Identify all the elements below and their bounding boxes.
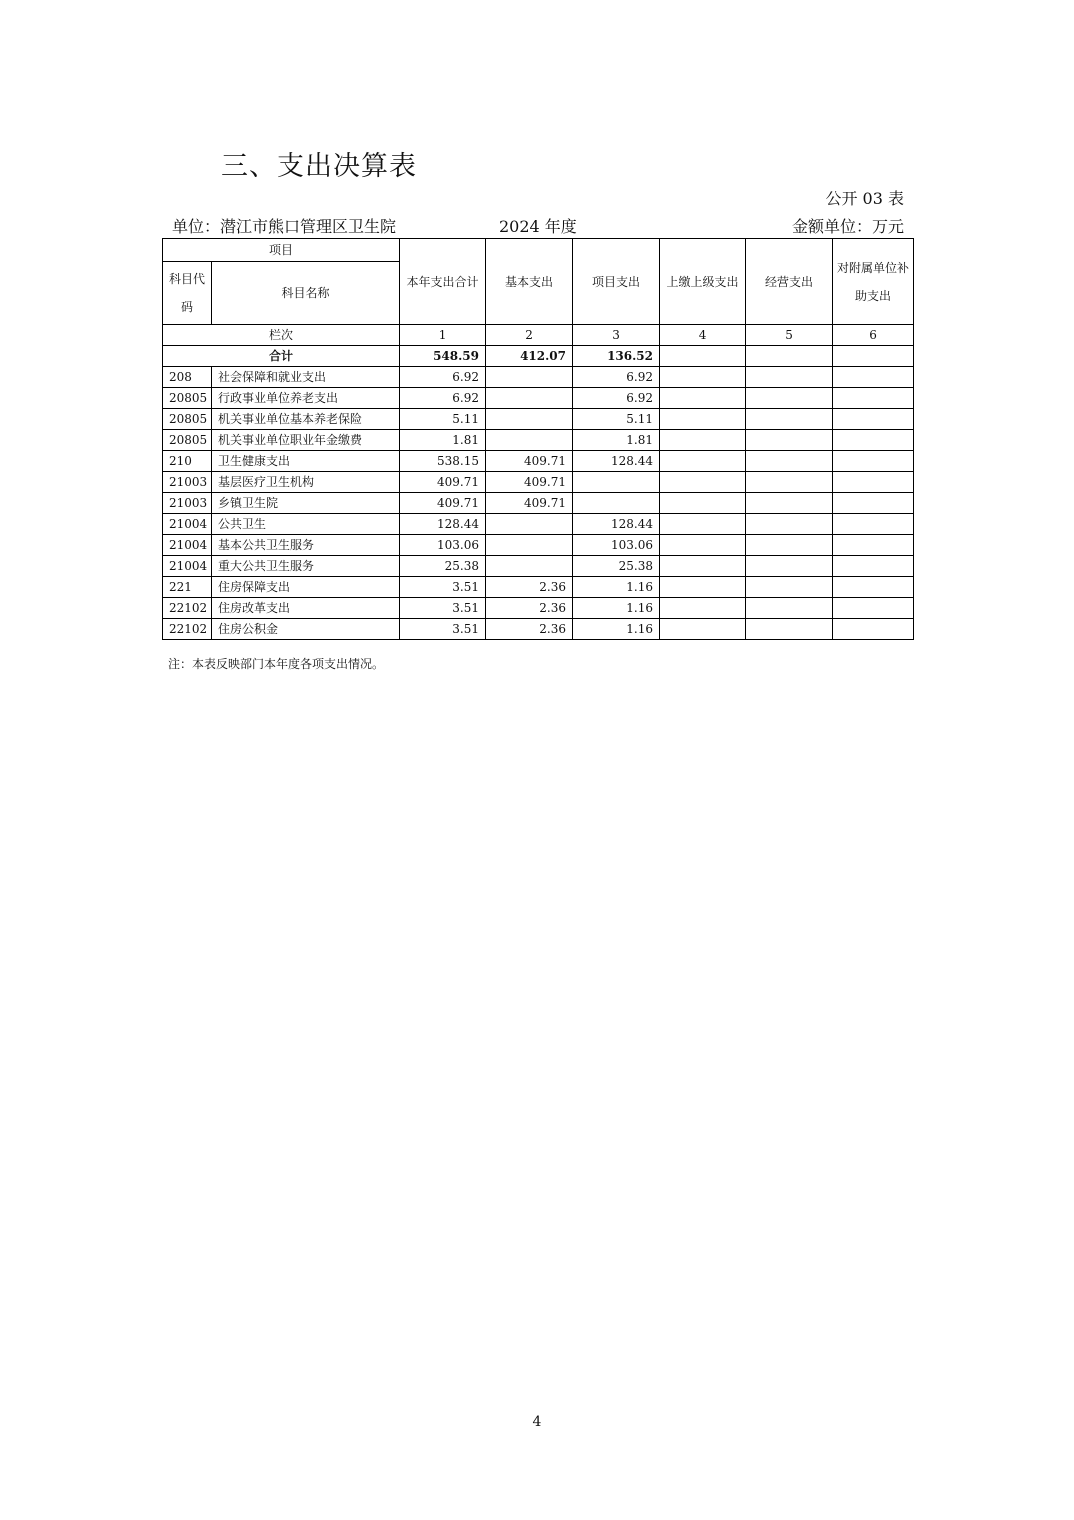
row-business bbox=[746, 367, 833, 388]
header-project: 项目 bbox=[163, 239, 400, 262]
row-name: 机关事业单位基本养老保险 bbox=[212, 409, 400, 430]
column-index-3: 3 bbox=[573, 325, 660, 346]
row-subsidy bbox=[833, 430, 914, 451]
row-total: 3.51 bbox=[400, 619, 486, 640]
year-label: 2024 年度 bbox=[499, 217, 577, 236]
row-name: 机关事业单位职业年金缴费 bbox=[212, 430, 400, 451]
row-subsidy bbox=[833, 577, 914, 598]
column-index-6: 6 bbox=[833, 325, 914, 346]
row-code: 21003 bbox=[163, 493, 212, 514]
header-subject-name: 科目名称 bbox=[212, 262, 400, 325]
row-name: 卫生健康支出 bbox=[212, 451, 400, 472]
header-total: 本年支出合计 bbox=[400, 239, 486, 325]
row-name: 社会保障和就业支出 bbox=[212, 367, 400, 388]
row-business bbox=[746, 556, 833, 577]
row-basic: 409.71 bbox=[486, 472, 573, 493]
table-row bbox=[163, 409, 914, 430]
row-total: 128.44 bbox=[400, 514, 486, 535]
row-basic: 2.36 bbox=[486, 619, 573, 640]
row-upper bbox=[660, 535, 746, 556]
row-project: 1.81 bbox=[573, 430, 660, 451]
total-subsidy bbox=[833, 346, 914, 367]
column-index-5: 5 bbox=[746, 325, 833, 346]
header-row-1 bbox=[163, 239, 914, 262]
total-upper bbox=[660, 346, 746, 367]
row-name: 重大公共卫生服务 bbox=[212, 556, 400, 577]
row-subsidy bbox=[833, 598, 914, 619]
row-name: 行政事业单位养老支出 bbox=[212, 388, 400, 409]
row-project bbox=[573, 472, 660, 493]
row-business bbox=[746, 598, 833, 619]
row-subsidy bbox=[833, 556, 914, 577]
expenditure-table bbox=[162, 238, 914, 640]
row-project: 6.92 bbox=[573, 388, 660, 409]
header-subsidy: 对附属单位补助支出 bbox=[833, 239, 914, 325]
total-label: 合计 bbox=[163, 346, 400, 367]
row-basic bbox=[486, 388, 573, 409]
total-row bbox=[163, 346, 914, 367]
total-value: 548.59 bbox=[400, 346, 486, 367]
row-upper bbox=[660, 493, 746, 514]
row-upper bbox=[660, 430, 746, 451]
row-business bbox=[746, 430, 833, 451]
row-total: 25.38 bbox=[400, 556, 486, 577]
row-basic: 409.71 bbox=[486, 451, 573, 472]
row-code: 221 bbox=[163, 577, 212, 598]
row-name: 住房改革支出 bbox=[212, 598, 400, 619]
row-basic bbox=[486, 535, 573, 556]
row-business bbox=[746, 451, 833, 472]
table-row bbox=[163, 619, 914, 640]
row-total: 3.51 bbox=[400, 577, 486, 598]
row-upper bbox=[660, 577, 746, 598]
row-total: 409.71 bbox=[400, 493, 486, 514]
table-row bbox=[163, 472, 914, 493]
row-upper bbox=[660, 367, 746, 388]
money-unit: 金额单位：万元 bbox=[791, 217, 904, 236]
row-basic bbox=[486, 430, 573, 451]
row-name: 基本公共卫生服务 bbox=[212, 535, 400, 556]
total-basic: 412.07 bbox=[486, 346, 573, 367]
row-upper bbox=[660, 514, 746, 535]
row-project: 128.44 bbox=[573, 514, 660, 535]
header-business: 经营支出 bbox=[746, 239, 833, 325]
row-project: 103.06 bbox=[573, 535, 660, 556]
row-business bbox=[746, 409, 833, 430]
unit-label: 单位：潜江市熊口管理区卫生院 bbox=[172, 217, 397, 236]
row-code: 21004 bbox=[163, 535, 212, 556]
row-subsidy bbox=[833, 388, 914, 409]
row-basic bbox=[486, 556, 573, 577]
row-business bbox=[746, 472, 833, 493]
table-row bbox=[163, 556, 914, 577]
total-project: 136.52 bbox=[573, 346, 660, 367]
total-business bbox=[746, 346, 833, 367]
column-index-4: 4 bbox=[660, 325, 746, 346]
column-index-2: 2 bbox=[486, 325, 573, 346]
row-business bbox=[746, 619, 833, 640]
row-total: 103.06 bbox=[400, 535, 486, 556]
row-total: 6.92 bbox=[400, 367, 486, 388]
table-row bbox=[163, 535, 914, 556]
row-basic bbox=[486, 367, 573, 388]
row-subsidy bbox=[833, 493, 914, 514]
row-code: 22102 bbox=[163, 619, 212, 640]
row-upper bbox=[660, 598, 746, 619]
row-code: 21004 bbox=[163, 514, 212, 535]
row-upper bbox=[660, 451, 746, 472]
row-business bbox=[746, 535, 833, 556]
table-row bbox=[163, 451, 914, 472]
row-total: 5.11 bbox=[400, 409, 486, 430]
row-name: 基层医疗卫生机构 bbox=[212, 472, 400, 493]
table-row bbox=[163, 493, 914, 514]
row-total: 538.15 bbox=[400, 451, 486, 472]
row-project: 5.11 bbox=[573, 409, 660, 430]
row-subsidy bbox=[833, 472, 914, 493]
row-business bbox=[746, 493, 833, 514]
row-subsidy bbox=[833, 619, 914, 640]
row-subsidy bbox=[833, 409, 914, 430]
table-row bbox=[163, 514, 914, 535]
row-upper bbox=[660, 619, 746, 640]
table-row bbox=[163, 577, 914, 598]
row-basic: 409.71 bbox=[486, 493, 573, 514]
row-subsidy bbox=[833, 514, 914, 535]
form-number: 公开 03 表 bbox=[825, 189, 904, 208]
row-upper bbox=[660, 409, 746, 430]
header-project-exp: 项目支出 bbox=[573, 239, 660, 325]
row-name: 乡镇卫生院 bbox=[212, 493, 400, 514]
row-basic bbox=[486, 409, 573, 430]
row-code: 21003 bbox=[163, 472, 212, 493]
row-project: 6.92 bbox=[573, 367, 660, 388]
row-business bbox=[746, 577, 833, 598]
row-business bbox=[746, 388, 833, 409]
row-project: 25.38 bbox=[573, 556, 660, 577]
row-total: 1.81 bbox=[400, 430, 486, 451]
table-row bbox=[163, 430, 914, 451]
row-total: 6.92 bbox=[400, 388, 486, 409]
row-upper bbox=[660, 556, 746, 577]
row-project bbox=[573, 493, 660, 514]
row-upper bbox=[660, 388, 746, 409]
row-total: 409.71 bbox=[400, 472, 486, 493]
header-subject-code: 科目代码 bbox=[163, 262, 212, 325]
row-project: 128.44 bbox=[573, 451, 660, 472]
row-code: 210 bbox=[163, 451, 212, 472]
row-code: 20805 bbox=[163, 430, 212, 451]
row-code: 21004 bbox=[163, 556, 212, 577]
page-number: 4 bbox=[532, 1414, 542, 1430]
row-code: 22102 bbox=[163, 598, 212, 619]
row-basic: 2.36 bbox=[486, 577, 573, 598]
row-subsidy bbox=[833, 367, 914, 388]
table-row bbox=[163, 367, 914, 388]
row-upper bbox=[660, 472, 746, 493]
row-name: 公共卫生 bbox=[212, 514, 400, 535]
row-name: 住房公积金 bbox=[212, 619, 400, 640]
row-total: 3.51 bbox=[400, 598, 486, 619]
header-basic: 基本支出 bbox=[486, 239, 573, 325]
row-project: 1.16 bbox=[573, 598, 660, 619]
row-subsidy bbox=[833, 451, 914, 472]
header-upper: 上缴上级支出 bbox=[660, 239, 746, 325]
data-rows bbox=[163, 367, 914, 640]
row-business bbox=[746, 514, 833, 535]
row-code: 20805 bbox=[163, 388, 212, 409]
row-project: 1.16 bbox=[573, 577, 660, 598]
table-row bbox=[163, 598, 914, 619]
table-note: 注：本表反映部门本年度各项支出情况。 bbox=[168, 657, 385, 671]
page-title: 三、支出决算表 bbox=[221, 151, 417, 182]
row-basic: 2.36 bbox=[486, 598, 573, 619]
row-subsidy bbox=[833, 535, 914, 556]
row-code: 20805 bbox=[163, 409, 212, 430]
column-index-row bbox=[163, 325, 914, 346]
row-name: 住房保障支出 bbox=[212, 577, 400, 598]
row-code: 208 bbox=[163, 367, 212, 388]
row-project: 1.16 bbox=[573, 619, 660, 640]
row-basic bbox=[486, 514, 573, 535]
table-row bbox=[163, 388, 914, 409]
column-index-label: 栏次 bbox=[163, 325, 400, 346]
column-index-1: 1 bbox=[400, 325, 486, 346]
